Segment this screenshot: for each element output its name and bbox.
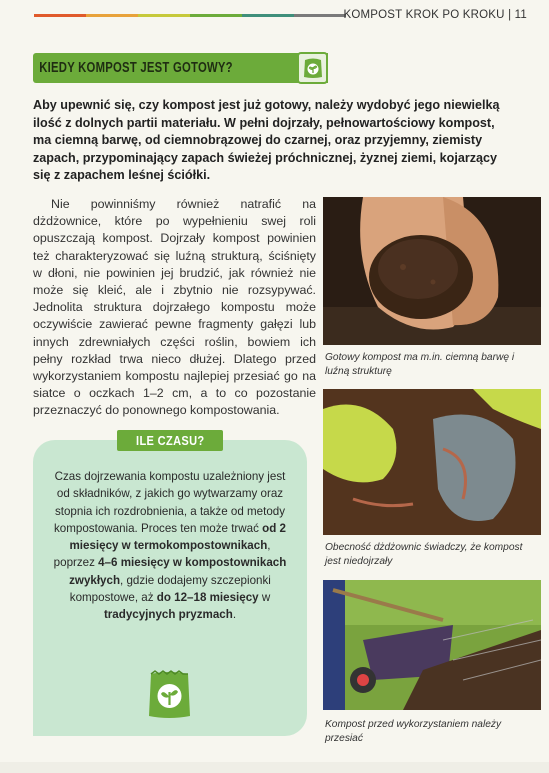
- box-highlight: od 2 miesięcy w termokompostownikach: [69, 521, 286, 553]
- header-color-stripe: [34, 14, 346, 17]
- lead-paragraph: Aby upewnić się, czy kompost jest już gotowy, należy wydobyć jego niewielką ilość z dolnych partii materiału. W pełni dojrzały, pełnowartościowy kompost, ma ciemną barwę, od ciemnobrązowej do czarnej, oraz przyjemny, ziemisty zapach, przypominający zapach świeżej próchnicznej, żyznej ziemi, kojarzący się z zapachem leśnej ściółki.: [33, 98, 500, 182]
- box-highlight: 4–6 miesięcy w kompostownikach zwykłych: [69, 556, 287, 587]
- page-bottom-edge: [0, 762, 549, 773]
- body-paragraph: Nie powinniśmy również natrafić na dżdżownice, które po wypełnieniu swej roli opuszczają kompost. Dojrzały kompost powinien też charakteryzować się luźną strukturą, ściśnięty w dłoni, nie powinien jej brudzić, jak również nie może się kleić, ale i zbytnio nie rozsypywać. Jednolita struktura dojrzałego kompostu może oczywiście zawierać pewne fragmenty gałęzi lub innych zdrewniałych części roślin, bowiem ich pełny rozkład trwa nieco dłużej. Dlatego przed wykorzystaniem kompostu najlepiej przesiać go na siatce o oczkach 1–2 cm, a to co pozostanie przeznaczyć do ponownego kompostowania.: [33, 197, 316, 418]
- stripe-segment: [86, 14, 138, 17]
- photo-caption: Obecność dżdżownic świadczy, że kompost jest niedojrzały: [325, 542, 523, 567]
- section-title: KIEDY KOMPOST JEST GOTOWY?: [39, 60, 233, 76]
- box-text: Czas dojrzewania kompostu uzależniony jest od składników, z jakich go wytwarzamy oraz stopnia ich rozdrobnienia, a także od metody kompostowania. Proces ten może trwać: [54, 470, 286, 535]
- box-text: w: [261, 591, 271, 605]
- box-text: , poprzez: [53, 539, 271, 570]
- box-highlight: tradycyjnych pryzmach: [103, 608, 233, 622]
- stripe-segment: [294, 14, 346, 17]
- box-text: .: [232, 608, 237, 622]
- photo-gloves-worms: [323, 389, 541, 535]
- stripe-segment: [190, 14, 242, 17]
- photo-sieving-compost: [323, 580, 541, 710]
- how-long-tag: [117, 430, 223, 451]
- compost-sack-icon: [143, 668, 196, 721]
- photo-caption: Gotowy kompost ma m.in. ciemną barwę i luźną strukturę: [325, 352, 515, 377]
- photo-hands-compost: [323, 197, 541, 345]
- running-head: KOMPOST KROK PO KROKU | 11: [343, 9, 527, 21]
- stripe-segment: [242, 14, 294, 17]
- compost-bag-icon: [297, 52, 328, 84]
- section-title-bar: [33, 53, 328, 83]
- photo-caption: Kompost przed wykorzystaniem należy przesiać: [325, 719, 502, 744]
- box-highlight: do 12–18 miesięcy: [156, 591, 259, 605]
- stripe-segment: [34, 14, 86, 17]
- stripe-segment: [138, 14, 190, 17]
- how-long-label: ILE CZASU?: [135, 433, 205, 448]
- box-text: , gdzie dodajemy szczepionki kompostowe, aż: [69, 573, 271, 605]
